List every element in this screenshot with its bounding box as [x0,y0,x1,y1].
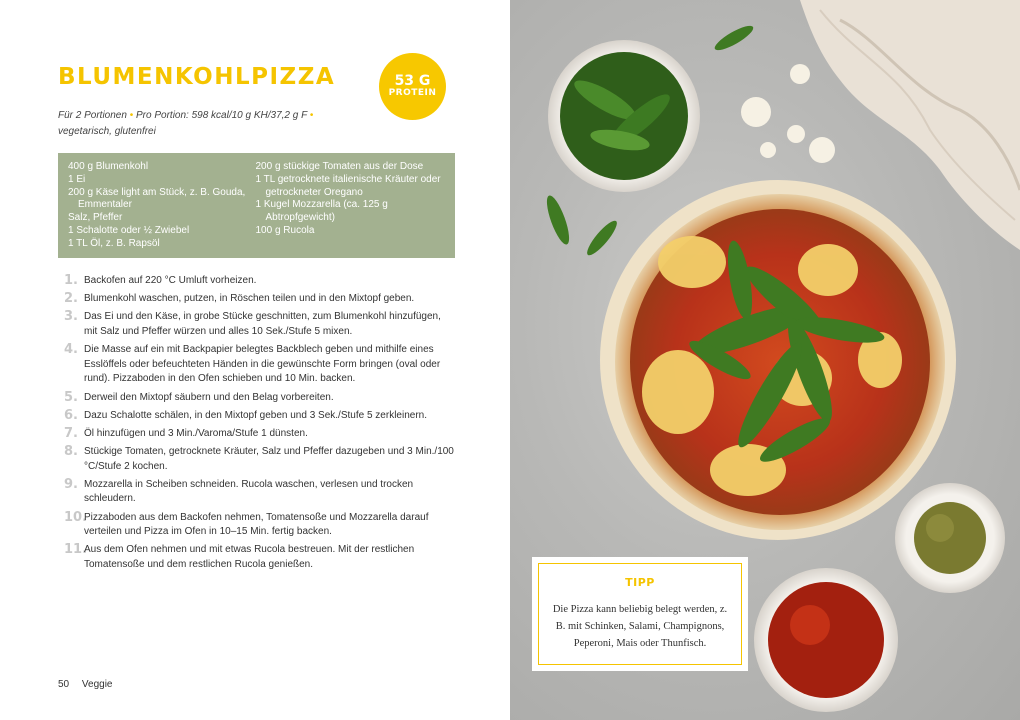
meta-separator: • [309,110,314,121]
step-item [64,310,454,339]
step-item [64,292,454,307]
ingredient-item: 1 Schalotte oder ½ Zwiebel [68,224,190,236]
step-text: Stückige Tomaten, getrocknete Kräuter, Salz und Pfeffer dazugeben und 3 Min./100 °C/Stufe 2 kochen. [84,446,454,472]
step-number: 6. [64,407,78,423]
step-text: Dazu Schalotte schälen, in den Mixtopf geben und 3 Sek./Stufe 5 zerkleinern. [84,409,427,421]
portions: Für 2 Portionen [58,110,127,121]
step-item [64,391,454,406]
step-text: Aus dem Ofen nehmen und mit etwas Rucola bestreuen. Mit der restlichen Tomatensoße und dem restlichen Rucola genießen. [84,544,415,571]
step-text: Blumenkohl waschen, putzen, in Röschen teilen und in den Mixtopf geben. [84,293,415,305]
tip-title: TIPP [625,576,655,589]
step-text: Pizzaboden aus dem Backofen nehmen, Tomatensoße und Mozzarella darauf verteilen und Pizza im Ofen in 10–15 Min. fertig backen. [84,511,429,538]
ingredients-column-1 [68,161,256,258]
step-number: 8. [64,444,78,460]
ingredients-column-2 [256,161,446,258]
step-number: 7. [64,425,78,441]
diet-tags: vegetarisch, glutenfrei [58,126,156,137]
step-text: Die Masse auf ein mit Backpapier belegtes Backblech geben und mithilfe eines Esslöffels oder befeuchteten Händen in die gewünschte Form bringen (oval oder rund). Pizzaboden in den Ofen schieben und 10 Min. backen. [84,344,441,385]
ingredient-item: 100 g Rucola [255,224,315,236]
step-number: 1. [64,273,78,288]
step-item [64,409,454,424]
step-item [64,543,454,572]
step-item [64,445,454,474]
herb-bowl [895,483,1005,593]
ingredient-item: 1 Ei [68,173,86,185]
protein-label: PROTEIN [388,88,437,99]
ingredients-box [58,153,455,258]
recipe-title: BLUMENKOHLPIZZA [58,64,336,90]
step-number: 5. [64,389,78,405]
step-text: Das Ei und den Käse, in grobe Stücke geschnitten, zum Blumenkohl hinzufügen, mit Salz und Pfeffer würzen und alles 10 Sek./Stufe 5 mixen. [84,311,441,337]
ingredient-item: 200 g stückige Tomaten aus der Dose [255,161,424,172]
ingredient-item: 400 g Blumenkohl [68,161,149,172]
recipe-meta [58,108,328,140]
step-number: 3. [64,309,78,325]
step-text: Öl hinzufügen und 3 Min./Varoma/Stufe 1 dünsten. [84,427,308,439]
step-number: 10. [64,509,88,525]
step-item [64,511,454,540]
nutrition: Pro Portion: 598 kcal/10 g KH/37,2 g F [136,110,308,121]
page-number: 50 [58,679,70,690]
tip-box-border [538,563,742,665]
rucola-bowl [548,40,700,192]
step-text: Backofen auf 220 °C Umluft vorheizen. [84,275,257,286]
step-item [64,427,454,442]
step-text: Derweil den Mixtopf säubern und den Belag vorbereiten. [84,391,334,403]
step-item [64,343,454,387]
step-item [64,274,454,289]
step-number: 11. [64,542,88,558]
tip-box [532,557,748,671]
tip-text: Die Pizza kann beliebig belegt werden, z. B. mit Schinken, Salami, Champignons, Peperoni, Mais oder Thunfisch. [552,604,728,649]
ingredient-item: Salz, Pfeffer [68,212,123,224]
cauliflower-florets [741,64,835,163]
tomato-sauce-bowl [754,568,898,712]
section-name: Veggie [81,679,113,690]
protein-badge [379,53,446,120]
page-footer [58,679,123,690]
instruction-steps [64,274,454,576]
step-text: Mozzarella in Scheiben schneiden. Rucola waschen, verlesen und trocken schleudern. [84,478,414,505]
protein-amount: 53 G [394,72,431,89]
ingredient-item: 1 TL getrocknete italienische Kräuter oder getrockneter Oregano [255,173,441,198]
step-number: 9. [64,476,78,492]
step-item [64,478,454,507]
step-number: 2. [64,291,78,307]
ingredient-item: 1 Kugel Mozzarella (ca. 125 g Abtropfgewicht) [255,199,388,224]
ingredient-item: 200 g Käse light am Stück, z. B. Gouda, Emmentaler [68,186,246,211]
ingredient-item: 1 TL Öl, z. B. Rapsöl [68,237,160,249]
meta-separator: • [129,110,134,121]
step-number: 4. [64,342,78,358]
